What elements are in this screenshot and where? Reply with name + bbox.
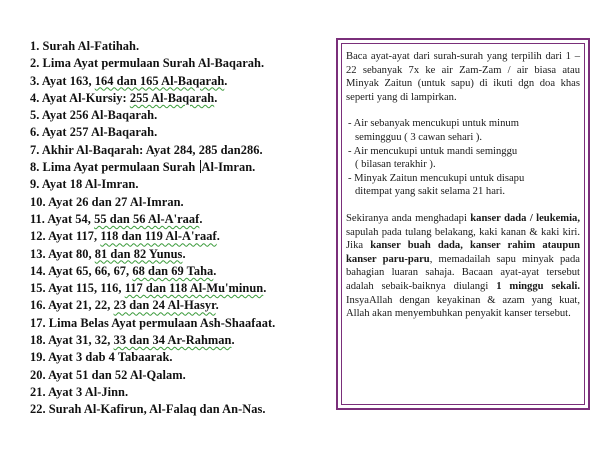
list-item-punct: . — [224, 73, 228, 88]
surah-list — [30, 38, 330, 419]
list-item-text: 10. Ayat 26 dan 27 Al-Imran. — [30, 194, 184, 209]
list-item — [30, 55, 330, 72]
list-item-text: 6. Ayat 257 Al-Baqarah. — [30, 125, 158, 140]
list-item — [30, 349, 330, 366]
list-item-text: 20. Ayat 51 dan 52 Al-Qalam. — [30, 367, 186, 382]
list-item-punct: . — [214, 90, 218, 105]
list-item — [30, 176, 330, 193]
list-item — [30, 194, 330, 211]
list-item-text: 17. Lima Belas Ayat permulaan Ash-Shaafaat. — [30, 315, 276, 330]
list-item-text: 12. Ayat 117, — [30, 229, 101, 244]
list-item — [30, 246, 330, 263]
spellcheck-underlined-text: 55 dan 56 Al-A'raaf — [94, 211, 200, 226]
list-item-text: 16. Ayat 21, 22, — [30, 298, 114, 313]
instruction-note: ( bilasan terakhir ). — [355, 159, 436, 171]
list-item-text: 2. Lima Ayat permulaan Surah Al-Baqarah. — [30, 56, 265, 71]
list-item-text: 19. Ayat 3 dab 4 Tabaarak. — [30, 350, 173, 365]
list-item-text: 21. Ayat 3 Al-Jinn. — [30, 384, 129, 399]
emphasis-text: kanser buah dada, kanser rahim ataupun kanser paru-paru — [346, 240, 581, 265]
list-item-punct: . — [213, 263, 217, 278]
instruction-note: semingguu ( 3 cawan sehari ). — [355, 131, 483, 143]
list-item-punct: . — [182, 246, 186, 261]
list-item — [30, 367, 330, 384]
list-item-text: 5. Ayat 256 Al-Baqarah. — [30, 108, 158, 123]
instruction-note: - Air sebanyak mencukupi untuk minum — [348, 118, 519, 130]
list-item — [30, 384, 330, 401]
list-item — [30, 211, 330, 228]
spellcheck-underlined-text: 117 dan 118 Al-Mu'minun — [124, 281, 264, 296]
list-item — [30, 297, 330, 314]
list-item-text-rest: Al-Imran. — [201, 160, 256, 175]
spellcheck-underlined-text: 255 Al-Baqarah — [129, 90, 215, 105]
list-item — [30, 159, 330, 176]
paragraph-text: sapulah pada tulang belakang, kaki kanan & kaki kiri. Jika — [346, 226, 580, 252]
list-item — [30, 124, 330, 141]
spellcheck-underlined-text: 118 dan 119 Al-A'raaf — [100, 229, 217, 244]
spellcheck-underlined-text: 81 dan 82 Yunus — [94, 246, 183, 261]
list-item-punct: . — [216, 229, 220, 244]
list-item-punct: . — [199, 211, 203, 226]
instruction-intro: Baca ayat-ayat dari surah-surah yang terpilih dari 1 – 22 sebanyak 7x ke air Zam-Zam / air biasa atau Minyak Zaitun (untuk sapu) di ikuti dgn doa khas seperti yang di lampirkan. — [346, 51, 580, 103]
spellcheck-underlined-text: 68 dan 69 Taha — [132, 263, 214, 278]
list-item — [30, 90, 330, 107]
list-item-text: 9. Ayat 18 Al-Imran. — [30, 177, 139, 192]
list-item — [30, 228, 330, 245]
instruction-notes — [346, 117, 580, 199]
emphasis-text: 1 minggu sekali. — [496, 280, 580, 292]
list-item-text: 7. Akhir Al-Baqarah: Ayat 284, 285 dan286. — [30, 142, 263, 157]
list-item — [30, 38, 330, 55]
instruction-note: - Air mencukupi untuk mandi seminggu — [348, 145, 518, 157]
spellcheck-underlined-text: 33 dan 34 Ar-Rahman — [113, 333, 232, 348]
spellcheck-underlined-text: 164 dan 165 Al-Baqarah — [94, 73, 225, 88]
emphasis-text: kanser dada / leukemia, — [470, 212, 581, 224]
list-item-text: 18. Ayat 31, 32, — [30, 333, 114, 348]
list-item — [30, 401, 330, 418]
list-item — [30, 280, 330, 297]
list-item-text: 3. Ayat 163, — [30, 73, 95, 88]
list-item-text: 15. Ayat 115, 116, — [30, 281, 125, 296]
list-item-punct: . — [215, 298, 219, 313]
list-item-punct: . — [231, 333, 235, 348]
list-item-text: 14. Ayat 65, 66, 67, — [30, 263, 133, 278]
list-item-text: 13. Ayat 80, — [30, 246, 95, 261]
instruction-treatment-paragraph — [346, 212, 580, 321]
list-item-text: 11. Ayat 54, — [30, 211, 95, 226]
paragraph-text: , memadailah sapu minyak pada bahagian luaran sahaja. Bacaan ayat-ayat tersebut adalah sebaik-baiknya diulangi — [346, 253, 580, 292]
list-item — [30, 73, 330, 90]
spellcheck-underlined-text: 23 dan 24 Al-Hasyr — [113, 298, 216, 313]
list-item — [30, 315, 330, 332]
list-item-text: 8. Lima Ayat permulaan Surah — [30, 160, 199, 175]
instruction-note: ditempat yang sakit selama 21 hari. — [355, 186, 506, 198]
list-item-text: 1. Surah Al-Fatihah. — [30, 39, 140, 53]
instruction-note: - Minyak Zaitun mencukupi untuk disapu — [348, 172, 525, 184]
list-item — [30, 142, 330, 159]
list-item-text: 22. Surah Al-Kafirun, Al-Falaq dan An-Nas. — [30, 402, 266, 417]
paragraph-text: InsyaAllah dengan keyakinan & azam yang kuat, Allah akan menyembuhkan penyakit kanser tersebut. — [346, 294, 580, 320]
text-cursor — [200, 160, 201, 173]
paragraph-text: Sekiranya anda menghadapi — [346, 212, 471, 224]
list-item — [30, 107, 330, 124]
list-item-punct: . — [263, 281, 267, 296]
instruction-box — [346, 50, 580, 321]
notes-spacer — [346, 199, 580, 212]
list-item — [30, 332, 330, 349]
list-item-text: 4. Ayat Al-Kursiy: — [30, 90, 130, 105]
list-item — [30, 263, 330, 280]
